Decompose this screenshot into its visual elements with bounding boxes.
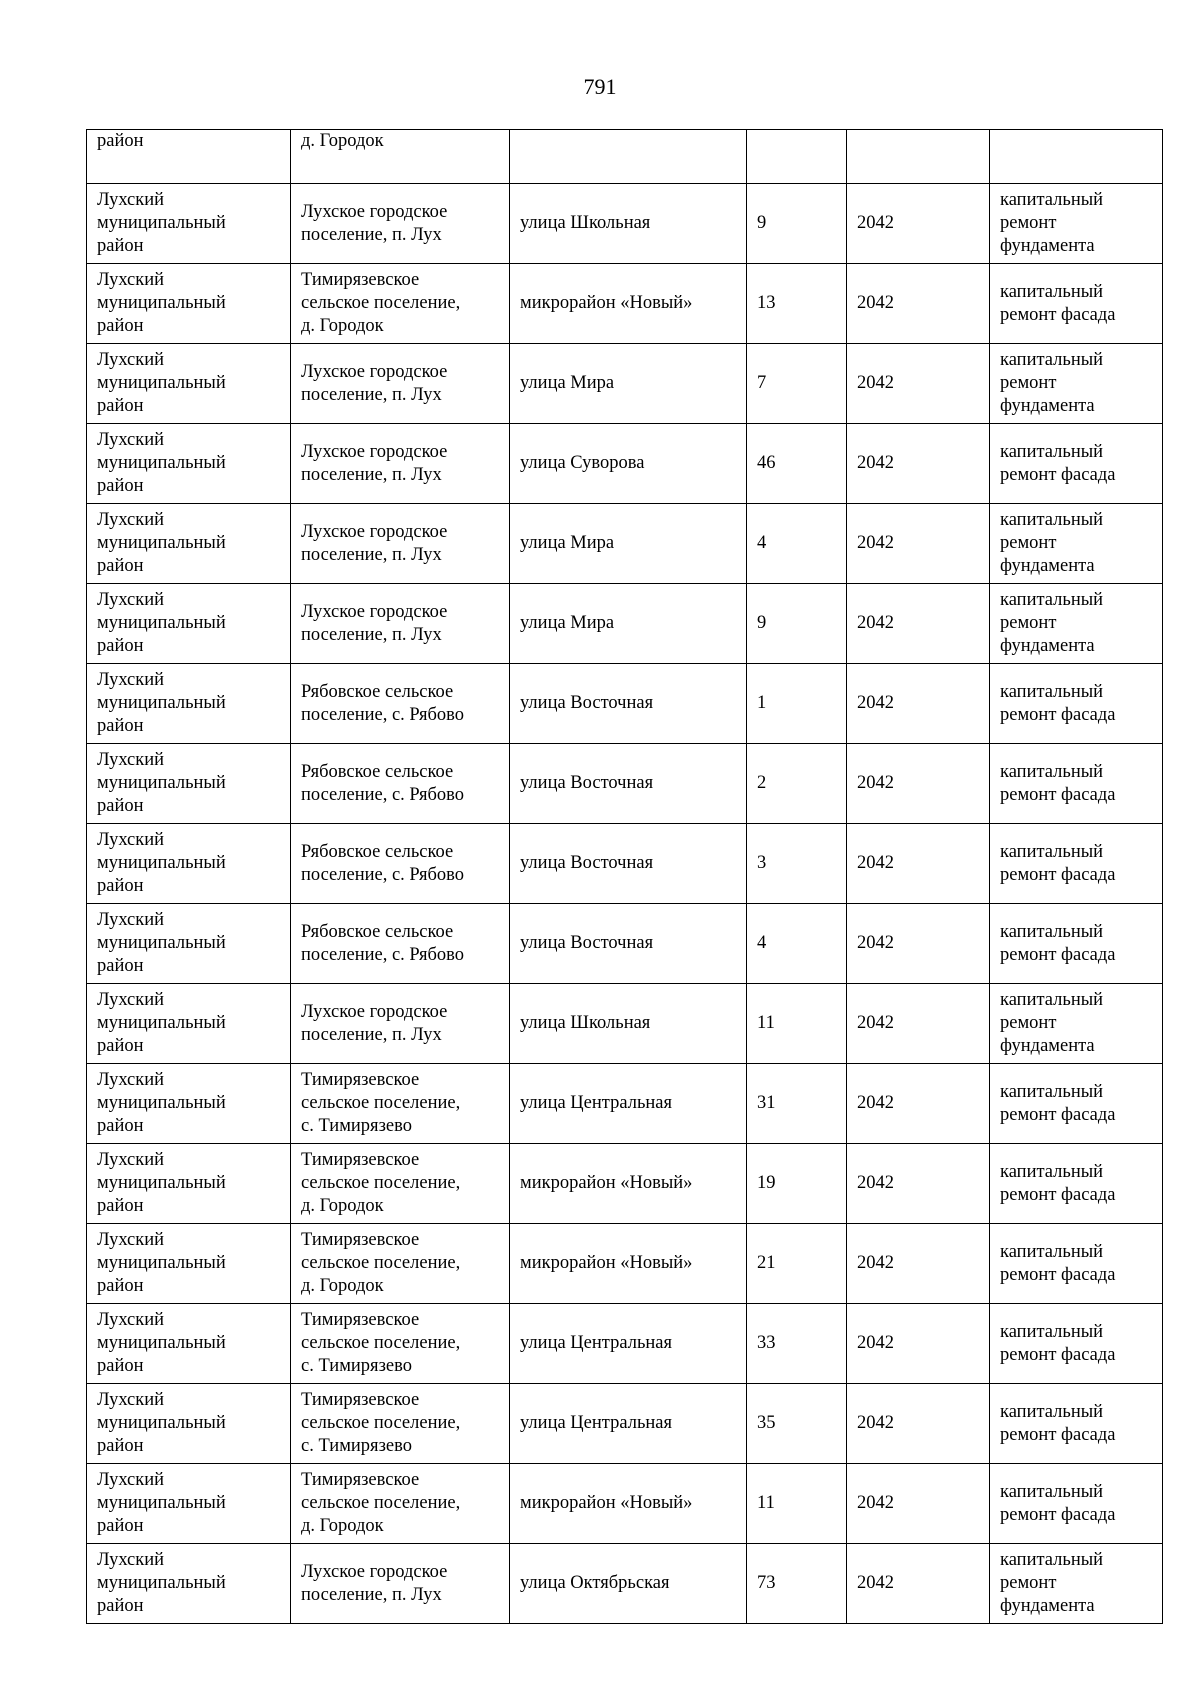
cell-house: 4 xyxy=(747,504,847,584)
cell-house: 13 xyxy=(747,264,847,344)
cell-house: 11 xyxy=(747,1464,847,1544)
table-row xyxy=(87,824,1163,904)
cell-work: капитальный ремонт фасада xyxy=(990,1224,1163,1304)
cell-house: 2 xyxy=(747,744,847,824)
cell-district: Лухский муниципальный район xyxy=(87,584,291,664)
cell-year: 2042 xyxy=(847,664,990,744)
cell-settlement: Лухское городское поселение, п. Лух xyxy=(291,1544,510,1624)
cell-work xyxy=(990,130,1163,184)
cell-district: Лухский муниципальный район xyxy=(87,1384,291,1464)
cell-settlement: Тимирязевское сельское поселение, д. Городок xyxy=(291,1144,510,1224)
table-row xyxy=(87,1064,1163,1144)
cell-district: Лухский муниципальный район xyxy=(87,1064,291,1144)
table-row xyxy=(87,264,1163,344)
cell-house: 4 xyxy=(747,904,847,984)
cell-year: 2042 xyxy=(847,424,990,504)
cell-settlement: Лухское городское поселение, п. Лух xyxy=(291,584,510,664)
cell-settlement: Тимирязевское сельское поселение, д. Городок xyxy=(291,1464,510,1544)
cell-house: 31 xyxy=(747,1064,847,1144)
cell-street: улица Школьная xyxy=(510,984,747,1064)
cell-street: улица Восточная xyxy=(510,664,747,744)
cell-district: район xyxy=(87,130,291,184)
cell-work: капитальный ремонт фасада xyxy=(990,664,1163,744)
cell-district: Лухский муниципальный район xyxy=(87,344,291,424)
cell-street: улица Восточная xyxy=(510,744,747,824)
cell-house: 9 xyxy=(747,584,847,664)
repair-schedule-table xyxy=(86,129,1163,1624)
cell-settlement: д. Городок xyxy=(291,130,510,184)
cell-street: улица Восточная xyxy=(510,824,747,904)
cell-district: Лухский муниципальный район xyxy=(87,504,291,584)
cell-district: Лухский муниципальный район xyxy=(87,984,291,1064)
cell-house: 73 xyxy=(747,1544,847,1624)
cell-work: капитальный ремонт фасада xyxy=(990,1064,1163,1144)
table-row xyxy=(87,1544,1163,1624)
cell-work: капитальный ремонт фасада xyxy=(990,264,1163,344)
table-row xyxy=(87,1304,1163,1384)
cell-street: микрорайон «Новый» xyxy=(510,1144,747,1224)
cell-street: микрорайон «Новый» xyxy=(510,264,747,344)
cell-year: 2042 xyxy=(847,1304,990,1384)
cell-house: 11 xyxy=(747,984,847,1064)
cell-street: улица Центральная xyxy=(510,1304,747,1384)
cell-work: капитальный ремонт фундамента xyxy=(990,1544,1163,1624)
cell-work: капитальный ремонт фасада xyxy=(990,904,1163,984)
cell-district: Лухский муниципальный район xyxy=(87,904,291,984)
table-row xyxy=(87,504,1163,584)
cell-work: капитальный ремонт фасада xyxy=(990,744,1163,824)
cell-street: улица Мира xyxy=(510,584,747,664)
cell-year: 2042 xyxy=(847,824,990,904)
table-row xyxy=(87,344,1163,424)
cell-settlement: Лухское городское поселение, п. Лух xyxy=(291,344,510,424)
cell-settlement: Тимирязевское сельское поселение, с. Тимирязево xyxy=(291,1304,510,1384)
cell-settlement: Лухское городское поселение, п. Лух xyxy=(291,984,510,1064)
cell-house: 1 xyxy=(747,664,847,744)
cell-year: 2042 xyxy=(847,184,990,264)
cell-street: улица Школьная xyxy=(510,184,747,264)
cell-year: 2042 xyxy=(847,264,990,344)
cell-work: капитальный ремонт фасада xyxy=(990,824,1163,904)
table-row xyxy=(87,664,1163,744)
cell-district: Лухский муниципальный район xyxy=(87,424,291,504)
cell-street: улица Мира xyxy=(510,344,747,424)
table-row xyxy=(87,744,1163,824)
table-row xyxy=(87,184,1163,264)
table-row-continuation xyxy=(87,130,1163,184)
cell-house: 46 xyxy=(747,424,847,504)
table-row xyxy=(87,904,1163,984)
cell-year: 2042 xyxy=(847,504,990,584)
cell-year: 2042 xyxy=(847,1144,990,1224)
cell-district: Лухский муниципальный район xyxy=(87,264,291,344)
cell-settlement: Лухское городское поселение, п. Лух xyxy=(291,424,510,504)
cell-district: Лухский муниципальный район xyxy=(87,1304,291,1384)
cell-year: 2042 xyxy=(847,584,990,664)
cell-district: Лухский муниципальный район xyxy=(87,1464,291,1544)
cell-house: 35 xyxy=(747,1384,847,1464)
cell-year: 2042 xyxy=(847,1064,990,1144)
cell-settlement: Лухское городское поселение, п. Лух xyxy=(291,184,510,264)
cell-house: 3 xyxy=(747,824,847,904)
table-row xyxy=(87,584,1163,664)
cell-settlement: Тимирязевское сельское поселение, с. Тимирязево xyxy=(291,1064,510,1144)
cell-district: Лухский муниципальный район xyxy=(87,664,291,744)
cell-work: капитальный ремонт фасада xyxy=(990,1464,1163,1544)
cell-work: капитальный ремонт фундамента xyxy=(990,584,1163,664)
cell-street: улица Центральная xyxy=(510,1064,747,1144)
table-row xyxy=(87,1384,1163,1464)
cell-settlement: Лухское городское поселение, п. Лух xyxy=(291,504,510,584)
cell-district: Лухский муниципальный район xyxy=(87,184,291,264)
cell-settlement: Тимирязевское сельское поселение, д. Городок xyxy=(291,1224,510,1304)
cell-house xyxy=(747,130,847,184)
cell-work: капитальный ремонт фундамента xyxy=(990,984,1163,1064)
cell-settlement: Тимирязевское сельское поселение, с. Тимирязево xyxy=(291,1384,510,1464)
table-row xyxy=(87,984,1163,1064)
cell-year: 2042 xyxy=(847,1384,990,1464)
cell-street: улица Октябрьская xyxy=(510,1544,747,1624)
table-body xyxy=(87,130,1163,1624)
cell-year xyxy=(847,130,990,184)
cell-street: микрорайон «Новый» xyxy=(510,1224,747,1304)
cell-district: Лухский муниципальный район xyxy=(87,1544,291,1624)
cell-settlement: Рябовское сельское поселение, с. Рябово xyxy=(291,904,510,984)
cell-settlement: Рябовское сельское поселение, с. Рябово xyxy=(291,664,510,744)
cell-work: капитальный ремонт фасада xyxy=(990,1384,1163,1464)
cell-work: капитальный ремонт фасада xyxy=(990,1144,1163,1224)
table-row xyxy=(87,1224,1163,1304)
cell-house: 33 xyxy=(747,1304,847,1384)
cell-street: улица Восточная xyxy=(510,904,747,984)
cell-work: капитальный ремонт фасада xyxy=(990,1304,1163,1384)
cell-district: Лухский муниципальный район xyxy=(87,1144,291,1224)
cell-year: 2042 xyxy=(847,744,990,824)
cell-work: капитальный ремонт фундамента xyxy=(990,184,1163,264)
table-row xyxy=(87,1144,1163,1224)
cell-district: Лухский муниципальный район xyxy=(87,824,291,904)
cell-settlement: Рябовское сельское поселение, с. Рябово xyxy=(291,744,510,824)
cell-year: 2042 xyxy=(847,1544,990,1624)
cell-house: 9 xyxy=(747,184,847,264)
cell-settlement: Тимирязевское сельское поселение, д. Городок xyxy=(291,264,510,344)
cell-street: улица Суворова xyxy=(510,424,747,504)
cell-year: 2042 xyxy=(847,904,990,984)
cell-house: 7 xyxy=(747,344,847,424)
cell-house: 21 xyxy=(747,1224,847,1304)
cell-street: улица Центральная xyxy=(510,1384,747,1464)
cell-district: Лухский муниципальный район xyxy=(87,744,291,824)
cell-work: капитальный ремонт фундамента xyxy=(990,504,1163,584)
cell-work: капитальный ремонт фундамента xyxy=(990,344,1163,424)
cell-street: микрорайон «Новый» xyxy=(510,1464,747,1544)
cell-house: 19 xyxy=(747,1144,847,1224)
cell-street xyxy=(510,130,747,184)
table-row xyxy=(87,424,1163,504)
cell-year: 2042 xyxy=(847,1464,990,1544)
table-row xyxy=(87,1464,1163,1544)
page-number: 791 xyxy=(583,74,617,99)
cell-street: улица Мира xyxy=(510,504,747,584)
cell-work: капитальный ремонт фасада xyxy=(990,424,1163,504)
cell-year: 2042 xyxy=(847,344,990,424)
cell-year: 2042 xyxy=(847,984,990,1064)
cell-year: 2042 xyxy=(847,1224,990,1304)
cell-district: Лухский муниципальный район xyxy=(87,1224,291,1304)
cell-settlement: Рябовское сельское поселение, с. Рябово xyxy=(291,824,510,904)
